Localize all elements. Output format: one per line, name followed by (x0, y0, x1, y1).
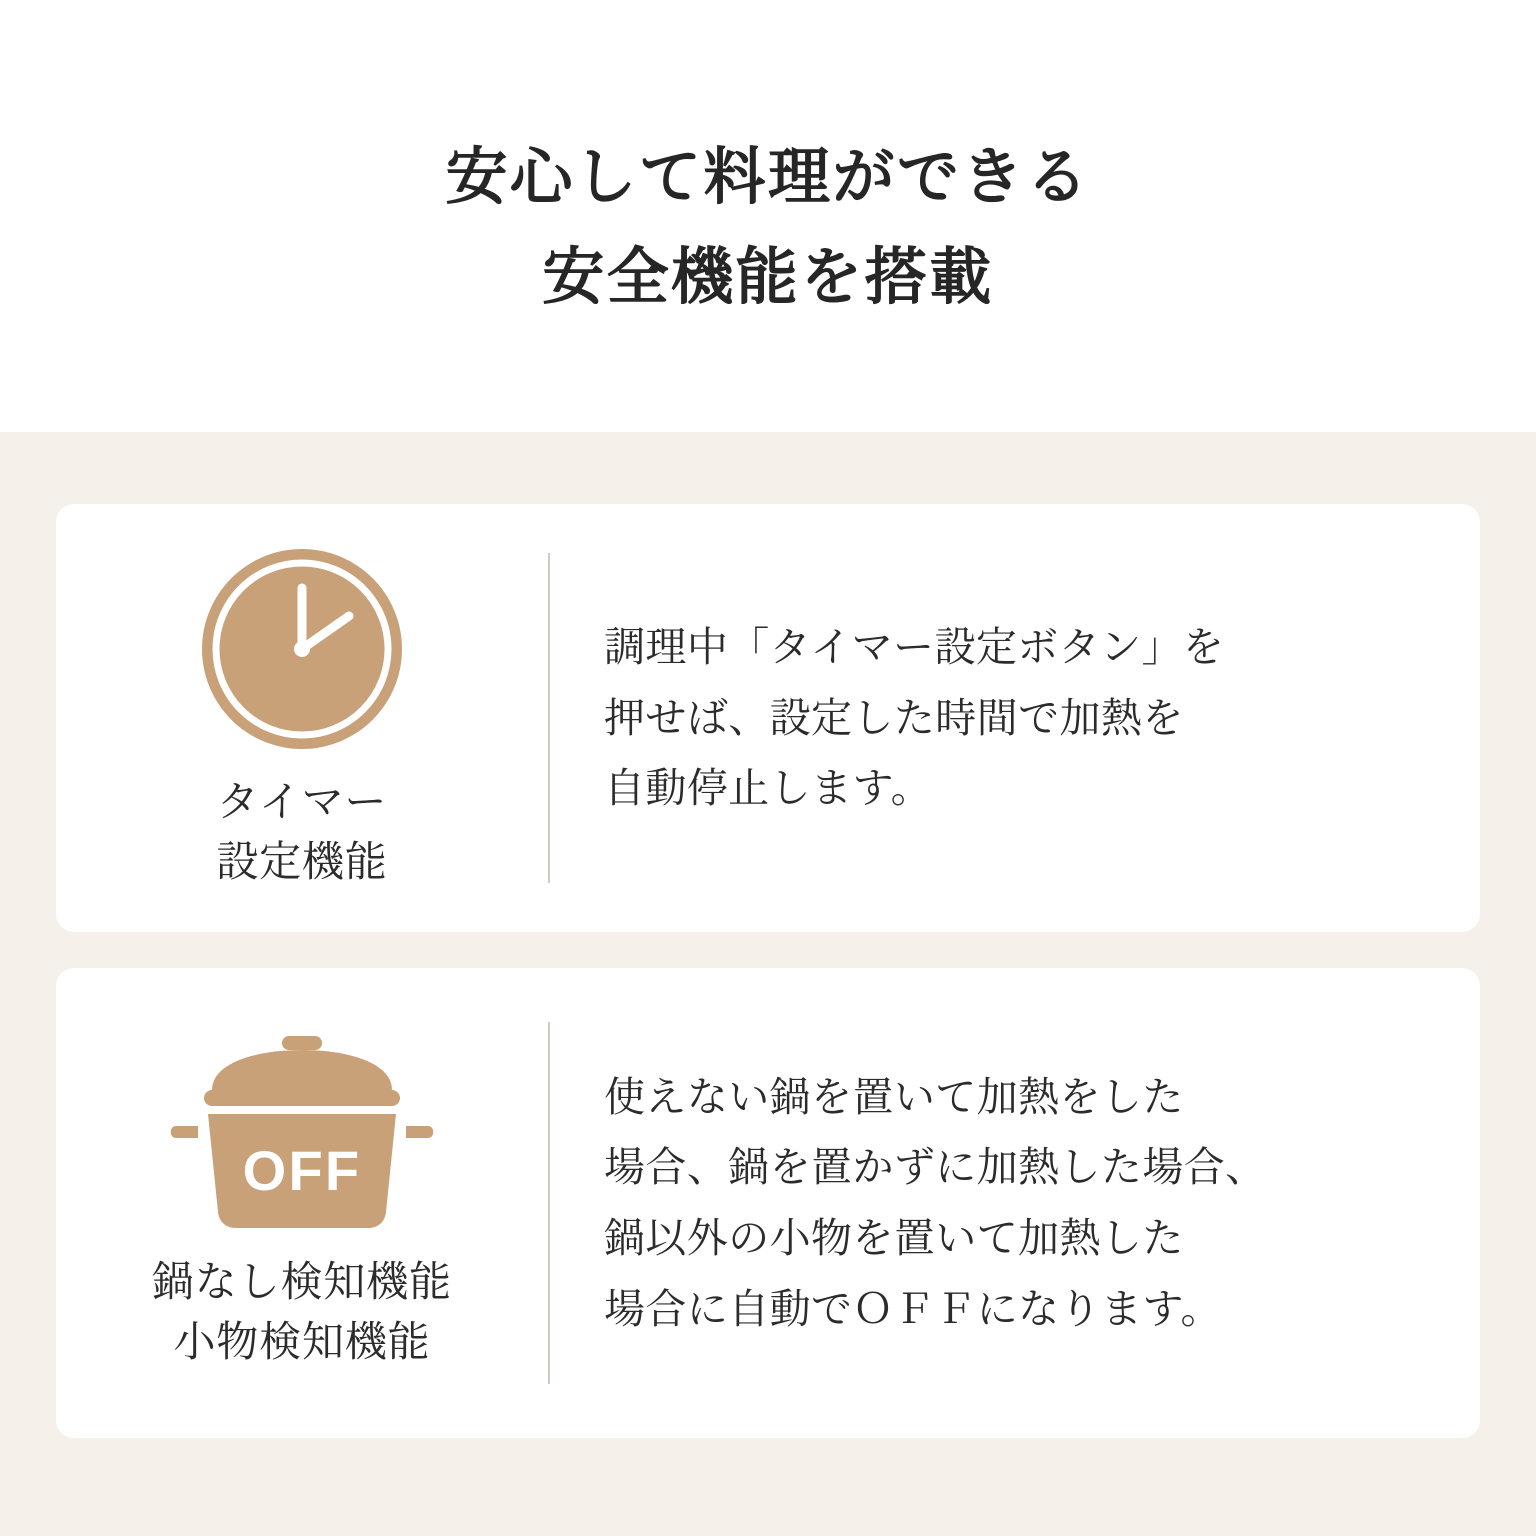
timer-body-line-2: 押せば、設定した時間で加熱を (604, 694, 1184, 741)
feature-label-timer-line-1: タイマー (216, 778, 388, 826)
feature-card-pot-left (56, 1034, 548, 1371)
feature-card-timer-text (550, 612, 1480, 824)
pot-off-icon-text: OFF (242, 1139, 362, 1203)
timer-body-line-3: 自動停止します。 (604, 765, 932, 812)
clock-icon (197, 544, 407, 754)
feature-card-timer-left (56, 544, 548, 891)
pot-body-line-2: 場合、鍋を置かずに加熱した場合、 (604, 1144, 1267, 1191)
heading-line-2: 安全機能を搭載 (542, 243, 994, 312)
pot-off-icon (168, 1034, 436, 1234)
page-heading (0, 0, 1536, 432)
feature-card-pot-detection (56, 968, 1480, 1438)
heading-line-1: 安心して料理ができる (445, 142, 1091, 212)
feature-label-timer-line-2: 設定機能 (216, 838, 388, 885)
timer-body-line-1: 調理中「タイマー設定ボタン」を (604, 624, 1225, 671)
feature-cards-panel (0, 432, 1536, 1536)
pot-body-line-1: 使えない鍋を置いて加熱をした (604, 1073, 1184, 1120)
feature-label-pot-line-2: 小物検知機能 (173, 1318, 431, 1365)
pot-body-line-3: 鍋以外の小物を置いて加熱した (604, 1215, 1184, 1261)
feature-label-pot-line-1: 鍋なし検知機能 (152, 1258, 452, 1306)
feature-card-timer (56, 504, 1480, 932)
feature-card-pot-text (550, 1062, 1480, 1344)
pot-body-line-4: 場合に自動でＯＦＦになります。 (604, 1285, 1222, 1332)
